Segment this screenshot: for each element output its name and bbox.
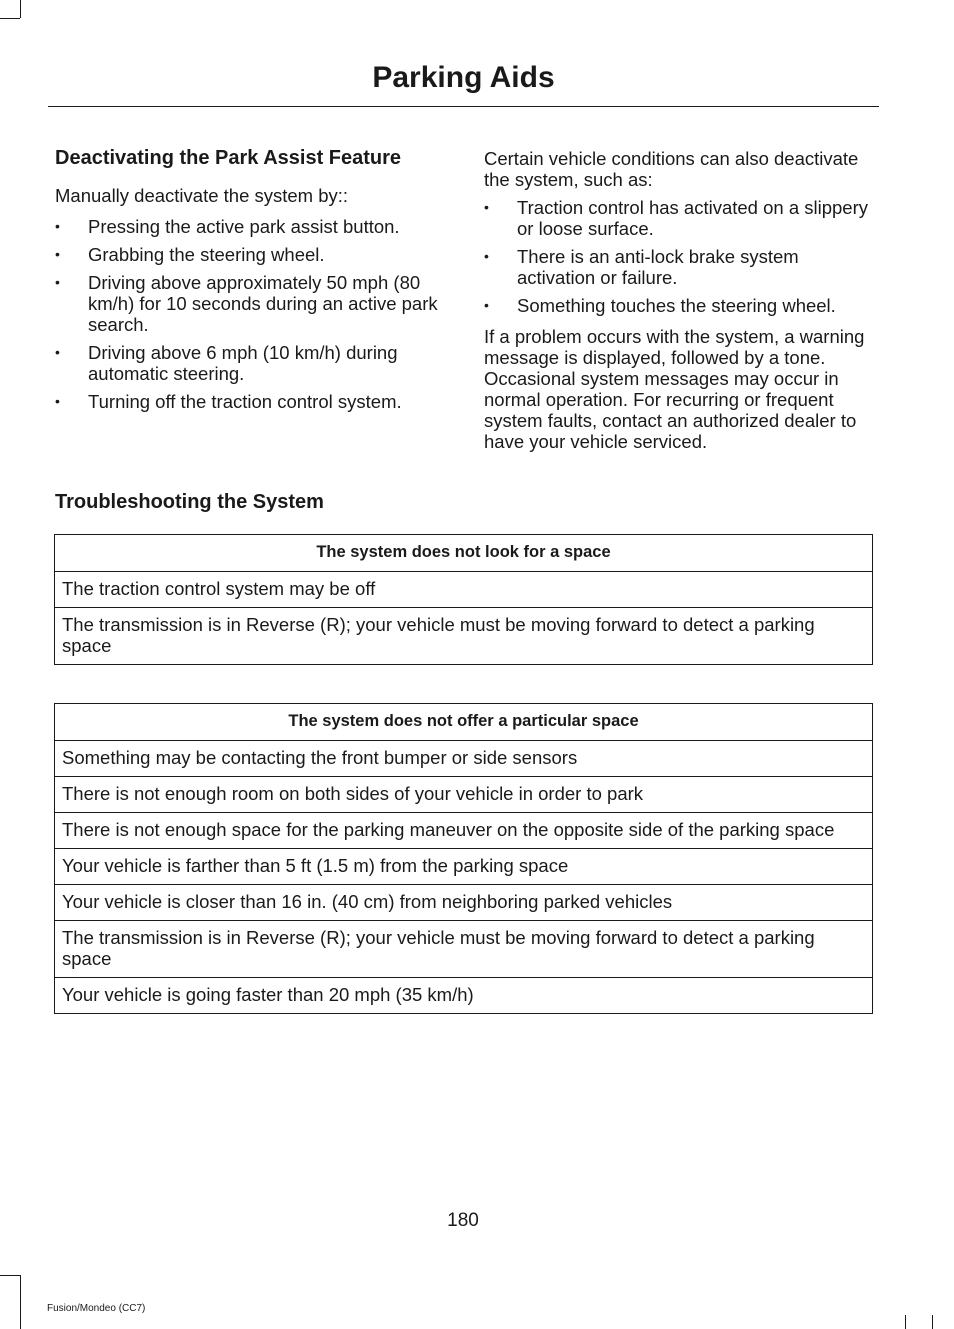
footer-model-label: Fusion/Mondeo (CC7) <box>47 1303 146 1314</box>
page-title: Parking Aids <box>372 61 555 94</box>
bullet-icon: • <box>55 393 60 409</box>
right-column <box>484 148 876 462</box>
list-item: • Traction control has activated on a slippery or loose surface. <box>484 197 868 239</box>
crop-mark <box>905 1315 906 1329</box>
bullet-icon: • <box>484 199 489 215</box>
table-cell: There is not enough room on both sides of your vehicle in order to park <box>55 777 873 813</box>
conditions-list <box>484 197 876 316</box>
bullet-icon: • <box>55 218 60 234</box>
section-heading-troubleshooting: Troubleshooting the System <box>55 491 324 513</box>
table-row <box>55 572 873 608</box>
title-divider <box>48 106 879 107</box>
crop-mark <box>20 0 21 18</box>
table-row <box>55 777 873 813</box>
table-cell: The transmission is in Reverse (R); your vehicle must be moving forward to detect a parking space <box>55 921 873 978</box>
table-header: The system does not offer a particular space <box>55 704 873 741</box>
bullet-icon: • <box>484 248 489 264</box>
table-row <box>55 978 873 1014</box>
table-header-row <box>55 535 873 572</box>
list-item: • Driving above approximately 50 mph (80 km/h) for 10 seconds during an active park search. <box>55 272 438 335</box>
table-cell: There is not enough space for the parking maneuver on the opposite side of the parking space <box>55 813 873 849</box>
table-cell: The transmission is in Reverse (R); your vehicle must be moving forward to detect a parking space <box>55 608 873 665</box>
intro-text: Manually deactivate the system by:: <box>55 185 349 206</box>
bullet-icon: • <box>484 297 489 313</box>
table-cell: The traction control system may be off <box>55 572 873 608</box>
crop-mark <box>0 1275 20 1276</box>
table-row <box>55 813 873 849</box>
troubleshooting-table-no-offer <box>54 703 873 1014</box>
crop-mark <box>932 1315 933 1329</box>
table-row <box>55 741 873 777</box>
deactivation-list <box>55 216 450 412</box>
troubleshooting-table-no-search <box>54 534 873 665</box>
page-number: 180 <box>447 1210 479 1231</box>
left-column <box>55 148 450 422</box>
section-heading-deactivating: Deactivating the Park Assist Feature <box>55 147 402 169</box>
table-header: The system does not look for a space <box>55 535 873 572</box>
list-item: • Something touches the steering wheel. <box>484 295 836 316</box>
table-row <box>55 608 873 665</box>
list-item: • There is an anti-lock brake system activation or failure. <box>484 246 799 288</box>
crop-mark <box>20 1275 21 1329</box>
table-cell: Something may be contacting the front bumper or side sensors <box>55 741 873 777</box>
table-cell: Your vehicle is farther than 5 ft (1.5 m) from the parking space <box>55 849 873 885</box>
list-item: • Pressing the active park assist button. <box>55 216 400 237</box>
table-row <box>55 885 873 921</box>
bullet-icon: • <box>55 274 60 290</box>
bullet-icon: • <box>55 344 60 360</box>
table-header-row <box>55 704 873 741</box>
table-cell: Your vehicle is going faster than 20 mph (35 km/h) <box>55 978 873 1014</box>
table-row <box>55 849 873 885</box>
list-item: • Driving above 6 mph (10 km/h) during automatic steering. <box>55 342 398 384</box>
fault-paragraph: If a problem occurs with the system, a warning message is displayed, followed by a tone. Occasional system messages may occur in normal operation. For recurring or frequent system faults, contact an authorized dealer to have your vehicle serviced. <box>484 326 865 452</box>
table-cell: Your vehicle is closer than 16 in. (40 cm) from neighboring parked vehicles <box>55 885 873 921</box>
intro-text: Certain vehicle conditions can also deactivate the system, such as: <box>484 148 859 190</box>
crop-mark <box>0 18 20 19</box>
list-item: • Grabbing the steering wheel. <box>55 244 325 265</box>
list-item: • Turning off the traction control system. <box>55 391 402 412</box>
table-row <box>55 921 873 978</box>
bullet-icon: • <box>55 246 60 262</box>
